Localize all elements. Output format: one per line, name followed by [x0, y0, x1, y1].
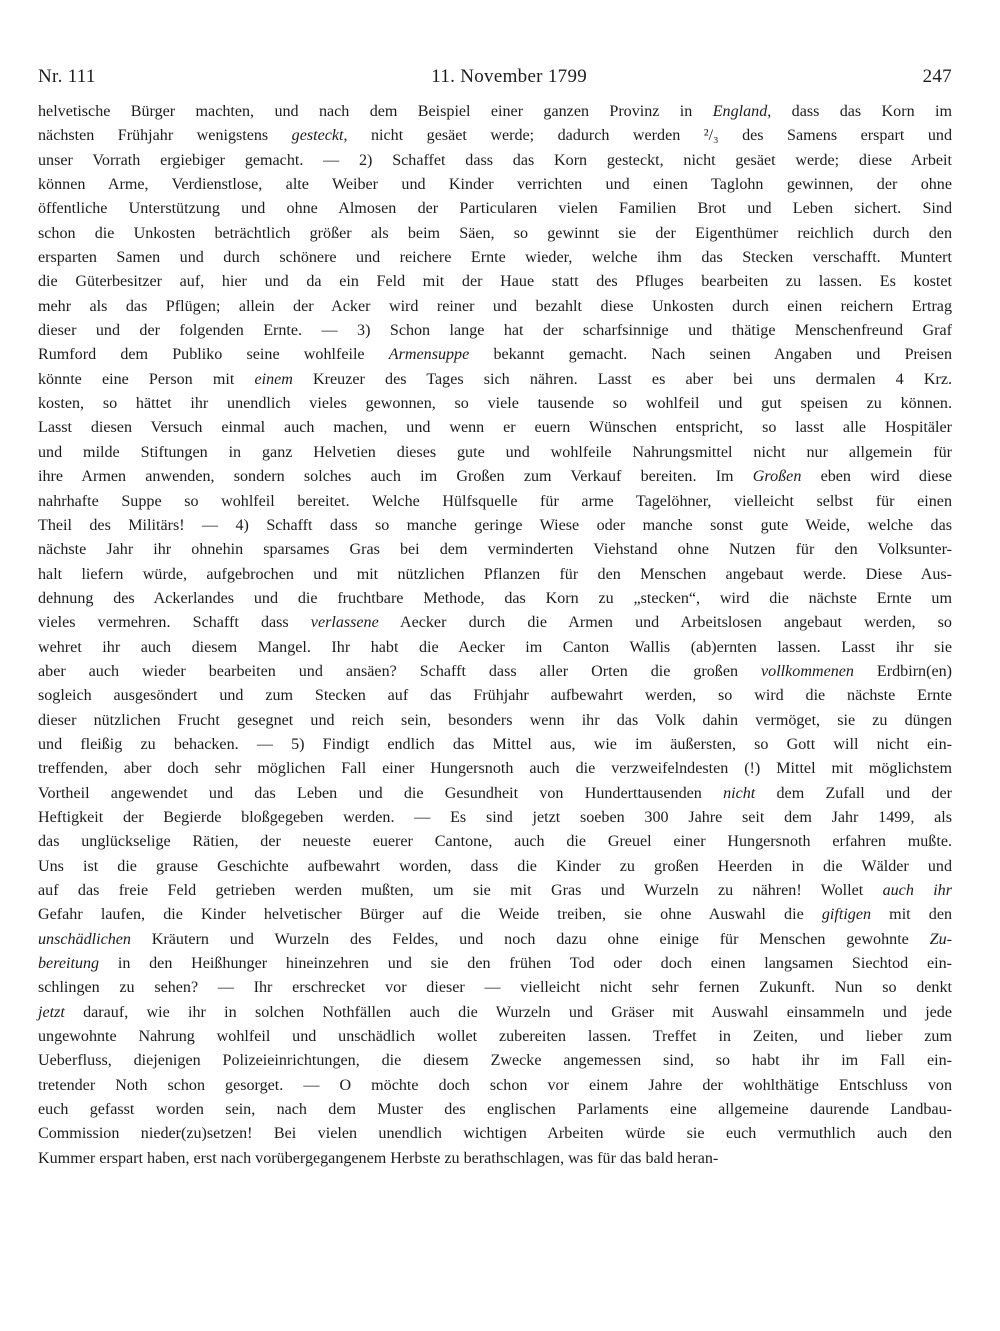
line-text: nächste Jahr ihr ohnehin sparsames Gras bei dem verminderten Viehstand ohne Nutzen für den Volksunter- [38, 541, 952, 559]
line-text: und milde Stiftungen in ganz Helvetien dieses gute und wohlfeile Nahrungsmittel nicht nur allgemein für [38, 443, 952, 461]
text-line [38, 855, 952, 879]
text-line [38, 733, 952, 757]
text-line [38, 514, 952, 538]
line-text: auf das freie Feld getrieben werden mußten, um sie mit Gras und Wurzeln zu nähren! Wollet [38, 882, 883, 899]
line-text: könnte eine Person mit [38, 370, 255, 388]
text-line [38, 782, 952, 806]
text-line [38, 660, 952, 684]
line-text: Kräutern und Wurzeln des Feldes, und noch dazu ohne einige für Menschen gewohnte [130, 930, 930, 948]
line-text: ersparten Samen und durch schönere und reichere Ernte wieder, welche ihm das Stecken verschafft. Muntert [38, 249, 952, 267]
line-text: nächsten Frühjahr wenigstens [38, 127, 292, 145]
line-text: unser Vorrath ergiebiger gemacht. — 2) Schaffet dass das Korn gesteckt, nicht gesäet werde; diese Arbeit [38, 151, 952, 169]
text-line [38, 830, 952, 854]
text-line [38, 416, 952, 440]
line-text: können Arme, Verdienstlose, alte Weiber und Kinder verrichten und einen Taglohn gewinnen, der ohne [38, 176, 952, 194]
text-line [38, 538, 952, 562]
text-line [38, 222, 952, 246]
line-text: Ueberfluss, diejenigen Polizeieinrichtungen, die diesem Zwecke angemessen sind, so habt ihr im Fall ein- [38, 1052, 952, 1070]
line-text: euch gefasst worden sein, nach dem Muster des englischen Parlaments eine allgemeine daurende Landbau- [38, 1101, 952, 1119]
text-line [38, 197, 952, 221]
line-text: das unglückselige Rätien, der neueste euerer Cantone, auch die Greuel einer Hungersnoth erfahren mußte. [38, 833, 952, 851]
text-line [38, 392, 952, 416]
text-line [38, 368, 952, 392]
text-line [38, 928, 952, 952]
text-line [38, 806, 952, 830]
line-text: bekannt gemacht. Nach seinen Angaben und Preisen [469, 346, 952, 364]
text-line [38, 879, 952, 903]
emphasized-text: Zu- [929, 930, 952, 948]
emphasized-text: auch ihr [882, 882, 952, 899]
line-text: Rumford dem Publiko seine wohlfeile [38, 346, 389, 364]
line-text: eben wird diese [801, 468, 952, 486]
emphasized-text: einem [254, 370, 293, 388]
line-text: dieser nützlichen Frucht gesegnet und reich sein, besonders wenn ihr das Volk dahin vermöget, sie zu düngen [38, 711, 952, 729]
text-line [38, 757, 952, 781]
line-text: mehr als das Pflügen; allein der Acker wird reiner und bezahlt diese Unkosten durch einen reichern Ertrag [38, 297, 952, 315]
text-line [38, 684, 952, 708]
body-text [38, 100, 952, 1171]
line-text: sogleich ausgesöndert und zum Stecken auf das Frühjahr aufbewahrt werden, so wird die nächste Ernte [38, 687, 952, 705]
line-text: Lasst diesen Versuch einmal auch machen, und wenn er euern Wünschen entspricht, so lasst alle Hospitäler [38, 419, 952, 437]
text-line [38, 465, 952, 489]
text-line [38, 1098, 952, 1122]
text-line [38, 1147, 952, 1171]
emphasized-text: verlassene [310, 614, 379, 632]
text-line [38, 173, 952, 197]
line-text: öffentliche Unterstützung und ohne Almosen der Particularen vielen Familien Brot und Leben sichert. Sind [38, 200, 952, 218]
line-text: schlingen zu sehen? — Ihr erschrecket vor dieser — vielleicht nicht sehr fernen Zukunft. Nun so denkt [38, 979, 952, 997]
emphasized-text: gesteckt [291, 127, 344, 145]
line-text: ihre Armen anwenden, sondern solches auch im Großen zum Verkauf bereiten. Im [38, 468, 753, 486]
line-text: Gefahr laufen, die Kinder helvetischer Bürger auf die Weide treiben, sie ohne Auswahl die [38, 906, 822, 924]
line-text: helvetische Bürger machten, und nach dem Beispiel einer ganzen Provinz in [38, 103, 713, 120]
line-text: nahrhafte Suppe so wohlfeil bereitet. Welche Hülfsquelle für arme Tagelöhner, vielleicht selbst für einen [38, 492, 952, 510]
line-text: schon die Unkosten beträchtlich größer als beim Säen, so gewinnt sie der Eigenthümer reichlich durch den [38, 224, 952, 242]
document-date: 11. November 1799 [431, 66, 588, 87]
text-line [38, 319, 952, 343]
text-line [38, 490, 952, 514]
line-text: wehret ihr auch diesem Mangel. Ihr habt die Aecker im Canton Wallis (ab)ernten lassen. Lasst ihr sie [38, 638, 952, 656]
text-line [38, 270, 952, 294]
emphasized-text: bereitung [38, 955, 100, 973]
text-line [38, 124, 952, 148]
line-text: Heftigkeit der Begierde bloßgegeben werden. — Es sind jetzt soeben 300 Jahre seit dem Jahr 1499, als [38, 808, 952, 826]
line-text: dieser und der folgenden Ernte. — 3) Schon lange hat der scharfsinnige und thätige Menschenfreund Graf [38, 322, 952, 340]
line-text: ungewohnte Nahrung wohlfeil und unschädlich wollet zubereiten lassen. Treffet in Zeiten, und lieber zum [38, 1028, 952, 1046]
text-line [38, 636, 952, 660]
line-text: Kreuzer des Tages sich nähren. Lasst es aber bei uns dermalen 4 Krz. [292, 370, 952, 388]
emphasized-text: Armensuppe [388, 346, 470, 364]
text-line [38, 903, 952, 927]
emphasized-text: nicht [723, 784, 756, 802]
text-line [38, 611, 952, 635]
text-line [38, 563, 952, 587]
line-text: aber auch wieder bearbeiten und ansäen? Schafft dass aller Orten die großen [38, 662, 762, 680]
line-text: kosten, so hättet ihr unendlich vieles gewonnen, so viele tausende so wohlfeil und gut speisen zu können. [38, 395, 952, 413]
text-line [38, 1049, 952, 1073]
line-text: mit den [871, 906, 953, 924]
line-text: die Güterbesitzer auf, hier und da ein Feld mit der Haue statt des Pfluges bearbeiten zu lassen. Es kostet [38, 273, 952, 291]
running-header [38, 66, 952, 88]
text-line [38, 295, 952, 319]
line-text: Erdbirn(en) [853, 662, 953, 680]
line-text: vieles vermehren. Schafft dass [38, 614, 311, 632]
text-line [38, 952, 952, 976]
text-line [38, 246, 952, 270]
line-text: , dass das Korn im [767, 103, 952, 120]
line-text: tretender Noth schon gesorget. — O möchte doch schon vor einem Jahre der wohlthätige Entschluss von [38, 1076, 952, 1094]
line-text: Uns ist die grause Geschichte aufbewahrt worden, dass die Kinder zu großen Heerden in die Wälder und [38, 857, 952, 875]
emphasized-text: vollkommenen [761, 662, 854, 680]
text-line [38, 587, 952, 611]
line-text: Vortheil angewendet und das Leben und die Gesundheit von Hunderttausenden [38, 784, 724, 802]
line-text: , nicht gesäet werde; dadurch werden ²/₃ des Samens erspart und [343, 127, 952, 145]
line-text: dem Zufall und der [755, 784, 952, 802]
emphasized-text: England [712, 103, 768, 120]
text-line [38, 976, 952, 1000]
line-text: Kummer erspart haben, erst nach vorübergegangenem Herbste zu berathschlagen, was für das bald heran- [38, 1149, 719, 1167]
line-text: dehnung des Ackerlandes und die fruchtbare Methode, das Korn zu „stecken“, wird die nächste Ernte um [38, 589, 952, 607]
emphasized-text: unschädlichen [38, 930, 131, 948]
text-line [38, 1074, 952, 1098]
text-line [38, 100, 952, 124]
page-number: 247 [922, 66, 952, 87]
emphasized-text: giftigen [821, 906, 872, 924]
text-line [38, 441, 952, 465]
text-line [38, 1025, 952, 1049]
text-line [38, 1122, 952, 1146]
line-text: Theil des Militärs! — 4) Schafft dass so manche geringe Wiese oder manche sonst gute Weide, welche das [38, 516, 952, 534]
line-text: halt liefern würde, aufgebrochen und mit nützlichen Pflanzen für den Menschen angebaut werde. Diese Aus- [38, 565, 952, 583]
text-line [38, 343, 952, 367]
text-line [38, 709, 952, 733]
text-line [38, 1001, 952, 1025]
line-text: und fleißig zu behacken. — 5) Findigt endlich das Mittel aus, wie im äußersten, so Gott will nicht ein- [38, 735, 952, 753]
text-line [38, 149, 952, 173]
document-number: Nr. 111 [38, 66, 96, 87]
emphasized-text: Großen [752, 468, 802, 486]
emphasized-text: jetzt [38, 1003, 65, 1021]
line-text: darauf, wie ihr in solchen Nothfällen auch die Wurzeln und Gräser mit Auswahl einsammeln und jede [64, 1003, 952, 1021]
line-text: Aecker durch die Armen und Arbeitslosen angebaut werden, so [378, 614, 952, 632]
line-text: Commission nieder(zu)setzen! Bei vielen unendlich wichtigen Arbeiten würde sie euch vermuthlich auch den [38, 1125, 952, 1143]
line-text: in den Heißhunger hineinzehren und sie den frühen Tod oder doch einen langsamen Siechtod ein- [99, 955, 952, 973]
line-text: treffenden, aber doch sehr möglichen Fall einer Hungersnoth auch die verzweifelndesten (!) Mittel mit möglichstem [38, 760, 952, 778]
